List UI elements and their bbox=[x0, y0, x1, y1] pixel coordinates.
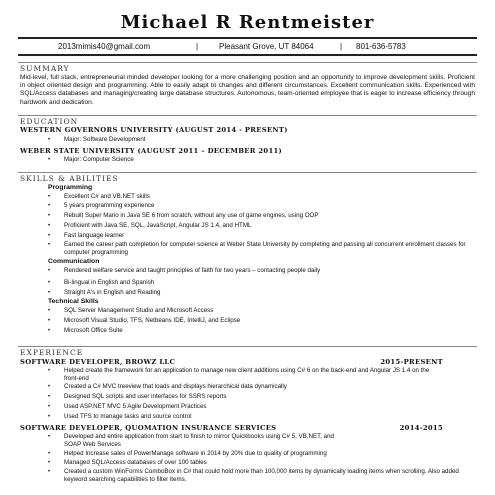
job-item: Helped create the framework for an application to manage new client additions using C# 6 on the back-end and Angular JS 1.4 on the front-end bbox=[64, 367, 430, 382]
skill-item: Proficient with Java SE, SQL, JavaScript, Angular JS 1.4, and HTML bbox=[64, 222, 252, 229]
bullet: • bbox=[48, 203, 51, 209]
bullet: • bbox=[48, 384, 51, 390]
job-item: Created a custom WinForms ComboBox in C# that could hold more than 100,000 items by dynamically loading items when scrolling. Also added keyword searching capabilities to filter items. bbox=[64, 468, 459, 483]
skill-item: 5 years programming experience bbox=[64, 202, 155, 209]
skill-group-title: Technical Skills bbox=[48, 298, 99, 305]
bullet: • bbox=[48, 213, 51, 219]
bullet: • bbox=[48, 451, 51, 457]
separator: | bbox=[340, 42, 343, 51]
bullet: • bbox=[48, 290, 51, 296]
job-dates: 2014-2015 bbox=[399, 424, 443, 432]
phone: 801-636-5783 bbox=[356, 42, 406, 51]
skill-item: Microsoft Office Suite bbox=[64, 327, 123, 334]
bullet: • bbox=[48, 233, 51, 239]
bullet: • bbox=[48, 308, 51, 314]
location: Pleasant Grove, UT 84064 bbox=[219, 42, 314, 51]
section-rule bbox=[18, 172, 477, 173]
skill-group-title: Communication bbox=[48, 258, 100, 265]
skills-heading: SKILLS & ABILITIES bbox=[20, 174, 119, 183]
job-item: Created a C# MVC treeview that loads and displays hierarchical data dynamically bbox=[64, 383, 287, 390]
skill-item: Fast language learner bbox=[64, 232, 125, 239]
school-name: WEBER STATE UNIVERSITY (AUGUST 2011 – DECEMBER 2011) bbox=[20, 147, 283, 155]
bullet: • bbox=[48, 368, 51, 374]
skill-item: Microsoft Visual Studio, TFS, Netbeans IDE, IntelliJ, and Eclipse bbox=[64, 317, 241, 324]
education-heading: EDUCATION bbox=[20, 117, 79, 126]
job-item: Designed SQL scripts and user interfaces for SSRS reports bbox=[64, 393, 227, 400]
bullet: • bbox=[48, 268, 51, 274]
candidate-name: Michael R Rentmeister bbox=[120, 12, 375, 33]
skill-item: Rebuilt Super Mario in Java SE 6 from scratch, without any use of game engines, using OOP bbox=[64, 212, 319, 219]
skill-group-title: Programming bbox=[48, 184, 93, 191]
skill-item: SQL Server Management Studio and Microsoft Access bbox=[64, 307, 214, 314]
bullet: • bbox=[48, 394, 51, 400]
bullet: • bbox=[48, 223, 51, 229]
bullet: • bbox=[48, 242, 51, 248]
skill-item: Rendered welfare service and taught principles of faith for two years – contacting people daily bbox=[64, 267, 321, 274]
school-major: Major: Computer Science bbox=[64, 156, 134, 163]
contact-line bbox=[18, 42, 477, 54]
job-item: Managed SQL/Access databases of over 100 tables bbox=[64, 459, 207, 466]
bullet: • bbox=[48, 469, 51, 475]
job-item: Developed and entire application from start to finish to mirror Quickbooks using C# 5, VB.NET, and SOAP Web Services bbox=[64, 433, 334, 448]
job-title: SOFTWARE DEVELOPER, QUOMATION INSURANCE SERVICES bbox=[20, 424, 277, 432]
email: 2013mimis40@gmail.com bbox=[58, 42, 151, 51]
bullet: • bbox=[48, 318, 51, 324]
header-rule-bottom bbox=[18, 54, 477, 56]
section-rule bbox=[18, 346, 477, 347]
bullet: • bbox=[48, 157, 51, 163]
summary-text: Mid-level, full stack, entrepreneurial minded developer looking for a more challenging position and an opportunity to improve development skills. Proficient in object oriented design and programming. Able to easily adapt to changes and different circumstances. Excellent communication skills. Experienced with SQL/Access databases and managing/creating large database structures. Autonomous, team-oriented employee that is eager to increase efficiency through hardwork and dedication. bbox=[20, 74, 475, 106]
section-rule bbox=[18, 62, 477, 63]
summary-heading: SUMMARY bbox=[20, 64, 70, 73]
job-item: Used ASP.NET MVC 5 Agile Development Practices bbox=[64, 403, 207, 410]
skill-item: Earned the career path completion for computer science at Weber State University by completing and passing all concurrent enrollment classes for computer programming bbox=[64, 241, 466, 256]
bullet: • bbox=[48, 434, 51, 440]
bullet: • bbox=[48, 460, 51, 466]
section-rule bbox=[18, 115, 477, 116]
experience-heading: EXPERIENCE bbox=[20, 348, 84, 357]
bullet: • bbox=[48, 414, 51, 420]
skill-item: Straight A's in English and Reading bbox=[64, 289, 161, 296]
header-rule-top bbox=[18, 37, 477, 39]
bullet: • bbox=[48, 194, 51, 200]
job-item: Used TFS to manage tasks and source control bbox=[64, 413, 192, 420]
bullet: • bbox=[48, 404, 51, 410]
bullet: • bbox=[48, 280, 51, 286]
skill-item: Bi-lingual in English and Spanish bbox=[64, 279, 155, 286]
job-title: SOFTWARE DEVELOPER, BROWZ LLC bbox=[20, 358, 176, 366]
school-major: Major: Software Development bbox=[64, 136, 146, 143]
skill-item: Excellent C# and VB.NET skills bbox=[64, 193, 150, 200]
bullet: • bbox=[48, 137, 51, 143]
job-item: Helped Increase sales of PowerManage software in 2014 by 20% due to quality of programming bbox=[64, 450, 327, 457]
school-name: WESTERN GOVERNORS UNIVERSITY (AUGUST 2014 - PRESENT) bbox=[20, 126, 288, 134]
separator: | bbox=[196, 42, 199, 51]
bullet: • bbox=[48, 328, 51, 334]
job-dates: 2015-PRESENT bbox=[380, 358, 443, 366]
